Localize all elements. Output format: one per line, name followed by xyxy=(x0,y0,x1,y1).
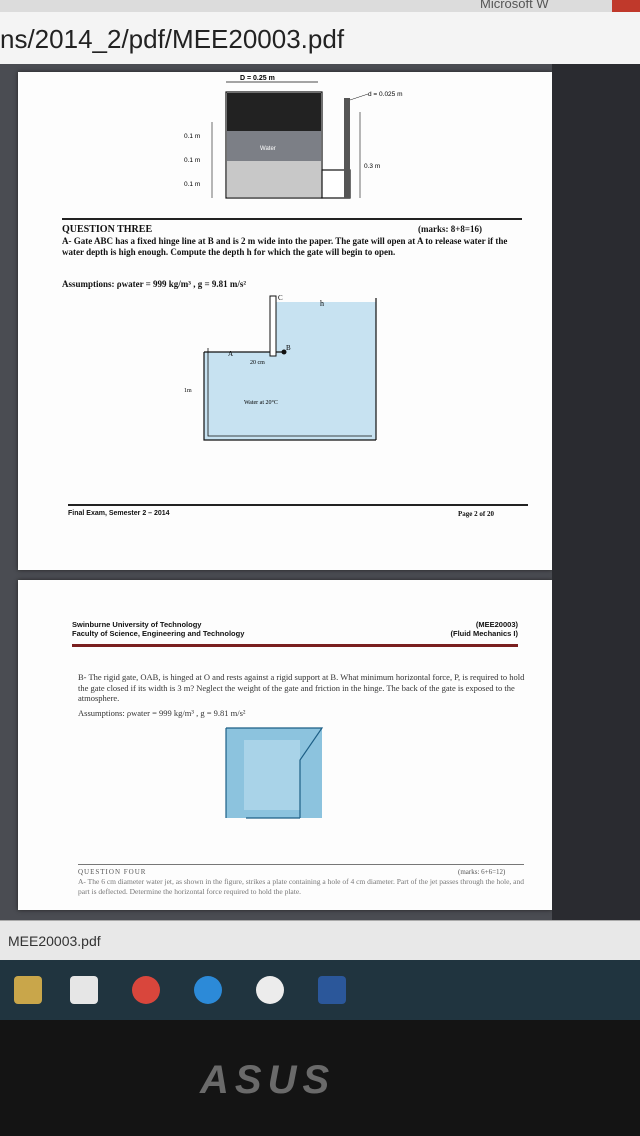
label-dim-3: 0.1 m xyxy=(184,181,201,188)
window-top-strip xyxy=(0,0,640,12)
question-four-marks: (marks: 6+6=12) xyxy=(458,868,506,876)
pdf-viewer[interactable] xyxy=(0,64,640,920)
window-title-partial: Microsoft W xyxy=(480,0,549,11)
close-button[interactable] xyxy=(612,0,640,12)
university-name: Swinburne University of Technology xyxy=(72,620,202,629)
q4-rule xyxy=(78,864,524,865)
store-icon[interactable] xyxy=(70,976,98,1004)
question-four-body: A- The 6 cm diameter water jet, as shown in the figure, strikes a plate containing a hole of 4 cm diameter. Part of the jet passes through the hole, and part is deflected. Determine the horizontal force required to hold the plate. xyxy=(78,877,524,896)
faculty-name: Faculty of Science, Engineering and Technology xyxy=(72,629,245,638)
gate-diagram xyxy=(18,292,552,492)
question-four-title: QUESTION FOUR xyxy=(78,868,147,876)
tank-diagram xyxy=(18,72,552,212)
footer-page-number: Page 2 of 20 xyxy=(458,510,494,518)
label-dim-1: 0.1 m xyxy=(184,133,201,140)
label-water: Water xyxy=(260,146,276,152)
question-three-assumptions: Assumptions: ρwater = 999 kg/m³ , g = 9.81 m/s² xyxy=(62,279,247,289)
word-icon[interactable] xyxy=(318,976,346,1004)
gate-label-C: C xyxy=(278,294,283,302)
edge-icon[interactable] xyxy=(194,976,222,1004)
address-bar[interactable] xyxy=(0,12,640,65)
course-code: (MEE20003) xyxy=(475,620,518,629)
question-b-body: B- The rigid gate, OAB, is hinged at O and rests against a rigid support at B. What minimum horizontal force, P, is required to hold the gate closed if its width is 3 m? Neglect the weight of the gate and friction in the hinge. The back of the gate is exposed to the atmosphere. xyxy=(78,672,525,703)
media-icon[interactable] xyxy=(256,976,284,1004)
rigid-gate-diagram xyxy=(18,720,552,870)
download-item[interactable]: MEE20003.pdf xyxy=(8,933,101,949)
course-name: (Fluid Mechanics I) xyxy=(450,629,518,638)
download-bar xyxy=(0,920,640,961)
chrome-icon[interactable] xyxy=(132,976,160,1004)
label-d: d = 0.025 m xyxy=(368,91,403,98)
footer-rule xyxy=(68,504,528,506)
label-dim-right: 0.3 m xyxy=(364,163,381,170)
section-rule xyxy=(62,218,522,220)
gate-label-B: B xyxy=(286,344,291,352)
viewer-margin xyxy=(552,64,640,920)
question-b-assumptions: Assumptions: ρwater = 999 kg/m³ , g = 9.81 m/s² xyxy=(78,708,246,718)
url-text: ns/2014_2/pdf/MEE20003.pdf xyxy=(0,24,345,54)
footer-exam-label: Final Exam, Semester 2 – 2014 xyxy=(68,510,170,517)
gate-label-A: A xyxy=(228,350,234,358)
gate-label-h: h xyxy=(320,299,324,308)
gate-water-label: Water at 20°C xyxy=(244,400,278,406)
page-header-left xyxy=(72,620,244,638)
header-rule xyxy=(72,644,518,647)
monitor-brand-logo: ASUS xyxy=(200,1058,336,1102)
file-explorer-icon[interactable] xyxy=(14,976,42,1004)
pdf-page-2 xyxy=(18,72,552,570)
label-dim-2: 0.1 m xyxy=(184,157,201,164)
question-three-marks: (marks: 8+8=16) xyxy=(418,224,482,234)
page-header-right xyxy=(408,620,518,638)
label-D: D = 0.25 m xyxy=(240,75,275,82)
question-three-title: QUESTION THREE xyxy=(62,224,153,235)
gate-dim-20cm: 20 cm xyxy=(250,360,265,366)
taskbar xyxy=(0,960,640,1020)
pdf-page-3 xyxy=(18,580,552,910)
question-three-body: A- Gate ABC has a fixed hinge line at B and is 2 m wide into the paper. The gate will open at A to release water if the water depth is high enough. Compute the depth h for which the gate will begin to open. xyxy=(62,236,508,257)
gate-dim-1m: 1m xyxy=(184,388,192,394)
